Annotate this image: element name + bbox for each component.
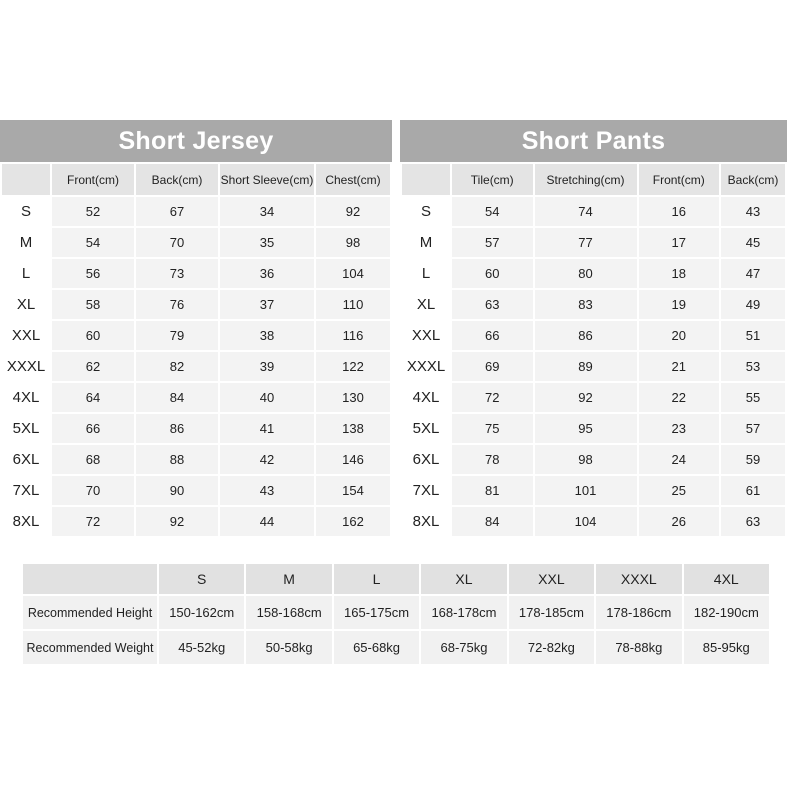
column-header: XL — [421, 564, 506, 594]
table-cell: 165-175cm — [334, 596, 419, 629]
table-row — [2, 352, 390, 381]
table-row — [402, 383, 785, 412]
table-cell: 158-168cm — [246, 596, 331, 629]
size-label: XXL — [402, 321, 450, 350]
table-cell: 73 — [136, 259, 218, 288]
table-cell: 62 — [52, 352, 134, 381]
table-row — [2, 259, 390, 288]
table-cell: 92 — [535, 383, 637, 412]
header-corner — [402, 164, 450, 195]
column-header: M — [246, 564, 331, 594]
table-cell: 36 — [220, 259, 314, 288]
table-cell: 64 — [52, 383, 134, 412]
table-cell: 85-95kg — [684, 631, 769, 664]
table-cell: 80 — [535, 259, 637, 288]
size-label: 4XL — [402, 383, 450, 412]
table-row — [402, 507, 785, 536]
table-cell: 182-190cm — [684, 596, 769, 629]
table-cell: 57 — [721, 414, 785, 443]
table-cell: 75 — [452, 414, 533, 443]
table-cell: 34 — [220, 197, 314, 226]
size-label: 6XL — [402, 445, 450, 474]
size-label: 7XL — [2, 476, 50, 505]
table-row — [2, 290, 390, 319]
table-cell: 52 — [52, 197, 134, 226]
table-cell: 60 — [452, 259, 533, 288]
table-row — [2, 414, 390, 443]
table-cell: 92 — [316, 197, 390, 226]
table-cell: 25 — [639, 476, 720, 505]
size-label: XXXL — [2, 352, 50, 381]
table-row — [2, 228, 390, 257]
table-cell: 21 — [639, 352, 720, 381]
column-header: Back(cm) — [136, 164, 218, 195]
table-cell: 178-185cm — [509, 596, 594, 629]
table-cell: 55 — [721, 383, 785, 412]
table-cell: 60 — [52, 321, 134, 350]
size-label: M — [2, 228, 50, 257]
short-jersey-panel — [0, 120, 392, 538]
column-header: 4XL — [684, 564, 769, 594]
table-cell: 178-186cm — [596, 596, 681, 629]
table-cell: 88 — [136, 445, 218, 474]
short-pants-table — [400, 162, 787, 538]
table-cell: 54 — [452, 197, 533, 226]
table-cell: 44 — [220, 507, 314, 536]
recommendation-panel — [21, 562, 771, 666]
size-label: XL — [2, 290, 50, 319]
table-cell: 78-88kg — [596, 631, 681, 664]
table-cell: 38 — [220, 321, 314, 350]
size-label: XXXL — [402, 352, 450, 381]
table-cell: 43 — [220, 476, 314, 505]
table-cell: 79 — [136, 321, 218, 350]
table-row — [2, 197, 390, 226]
table-cell: 58 — [52, 290, 134, 319]
column-header: Tile(cm) — [452, 164, 533, 195]
table-cell: 110 — [316, 290, 390, 319]
table-cell: 90 — [136, 476, 218, 505]
table-cell: 70 — [136, 228, 218, 257]
column-header: Front(cm) — [639, 164, 720, 195]
table-cell: 74 — [535, 197, 637, 226]
table-row — [2, 476, 390, 505]
size-label: 7XL — [402, 476, 450, 505]
table-row — [2, 383, 390, 412]
table-cell: 98 — [535, 445, 637, 474]
table-cell: 51 — [721, 321, 785, 350]
size-label: 8XL — [402, 507, 450, 536]
table-cell: 39 — [220, 352, 314, 381]
table-cell: 70 — [52, 476, 134, 505]
size-label: XL — [402, 290, 450, 319]
table-row — [402, 352, 785, 381]
table-cell: 67 — [136, 197, 218, 226]
size-label: 6XL — [2, 445, 50, 474]
table-cell: 81 — [452, 476, 533, 505]
table-cell: 37 — [220, 290, 314, 319]
size-label: M — [402, 228, 450, 257]
table-cell: 78 — [452, 445, 533, 474]
size-label: 5XL — [2, 414, 50, 443]
table-cell: 101 — [535, 476, 637, 505]
table-cell: 66 — [52, 414, 134, 443]
table-cell: 122 — [316, 352, 390, 381]
size-label: S — [2, 197, 50, 226]
table-cell: 16 — [639, 197, 720, 226]
column-header: XXL — [509, 564, 594, 594]
table-cell: 54 — [52, 228, 134, 257]
table-cell: 45 — [721, 228, 785, 257]
size-label: S — [402, 197, 450, 226]
row-label: Recommended Weight — [23, 631, 157, 664]
table-cell: 40 — [220, 383, 314, 412]
table-cell: 95 — [535, 414, 637, 443]
size-label: 8XL — [2, 507, 50, 536]
table-cell: 162 — [316, 507, 390, 536]
header-row — [2, 164, 390, 195]
table-cell: 86 — [136, 414, 218, 443]
table-row — [402, 228, 785, 257]
table-cell: 146 — [316, 445, 390, 474]
table-cell: 24 — [639, 445, 720, 474]
column-header: XXXL — [596, 564, 681, 594]
table-cell: 104 — [316, 259, 390, 288]
table-row — [402, 321, 785, 350]
size-label: XXL — [2, 321, 50, 350]
table-cell: 89 — [535, 352, 637, 381]
table-cell: 83 — [535, 290, 637, 319]
table-row — [2, 507, 390, 536]
column-header: L — [334, 564, 419, 594]
table-cell: 86 — [535, 321, 637, 350]
table-cell: 43 — [721, 197, 785, 226]
header-corner — [2, 164, 50, 195]
short-pants-title: Short Pants — [400, 120, 787, 162]
table-cell: 56 — [52, 259, 134, 288]
header-row — [23, 564, 769, 594]
column-header: Back(cm) — [721, 164, 785, 195]
table-cell: 68-75kg — [421, 631, 506, 664]
table-cell: 50-58kg — [246, 631, 331, 664]
table-cell: 154 — [316, 476, 390, 505]
table-cell: 41 — [220, 414, 314, 443]
table-row — [402, 445, 785, 474]
table-row — [2, 445, 390, 474]
table-cell: 104 — [535, 507, 637, 536]
table-cell: 17 — [639, 228, 720, 257]
table-cell: 47 — [721, 259, 785, 288]
size-label: L — [402, 259, 450, 288]
header-row — [402, 164, 785, 195]
table-row — [402, 476, 785, 505]
table-cell: 150-162cm — [159, 596, 244, 629]
table-cell: 57 — [452, 228, 533, 257]
table-cell: 49 — [721, 290, 785, 319]
table-cell: 18 — [639, 259, 720, 288]
table-cell: 20 — [639, 321, 720, 350]
short-jersey-title: Short Jersey — [0, 120, 392, 162]
size-label: 5XL — [402, 414, 450, 443]
table-cell: 66 — [452, 321, 533, 350]
table-cell: 59 — [721, 445, 785, 474]
table-row — [402, 290, 785, 319]
table-cell: 22 — [639, 383, 720, 412]
table-cell: 68 — [52, 445, 134, 474]
table-cell: 84 — [452, 507, 533, 536]
column-header: Front(cm) — [52, 164, 134, 195]
table-cell: 61 — [721, 476, 785, 505]
table-row — [402, 259, 785, 288]
table-cell: 65-68kg — [334, 631, 419, 664]
size-label: 4XL — [2, 383, 50, 412]
table-row — [2, 321, 390, 350]
table-cell: 72 — [452, 383, 533, 412]
short-pants-panel — [400, 120, 787, 538]
table-cell: 45-52kg — [159, 631, 244, 664]
table-row — [402, 414, 785, 443]
table-cell: 53 — [721, 352, 785, 381]
table-cell: 92 — [136, 507, 218, 536]
table-cell: 168-178cm — [421, 596, 506, 629]
table-cell: 69 — [452, 352, 533, 381]
table-cell: 98 — [316, 228, 390, 257]
table-cell: 63 — [721, 507, 785, 536]
column-header: S — [159, 564, 244, 594]
table-cell: 77 — [535, 228, 637, 257]
column-header: Stretching(cm) — [535, 164, 637, 195]
table-cell: 23 — [639, 414, 720, 443]
recommendation-table — [21, 562, 771, 666]
table-cell: 138 — [316, 414, 390, 443]
header-corner — [23, 564, 157, 594]
table-row — [23, 631, 769, 664]
size-label: L — [2, 259, 50, 288]
table-cell: 76 — [136, 290, 218, 319]
table-cell: 130 — [316, 383, 390, 412]
table-cell: 42 — [220, 445, 314, 474]
row-label: Recommended Height — [23, 596, 157, 629]
table-cell: 72-82kg — [509, 631, 594, 664]
table-cell: 82 — [136, 352, 218, 381]
table-row — [23, 596, 769, 629]
short-jersey-table — [0, 162, 392, 538]
table-cell: 35 — [220, 228, 314, 257]
table-cell: 26 — [639, 507, 720, 536]
table-cell: 72 — [52, 507, 134, 536]
table-cell: 116 — [316, 321, 390, 350]
column-header: Chest(cm) — [316, 164, 390, 195]
table-row — [402, 197, 785, 226]
column-header: Short Sleeve(cm) — [220, 164, 314, 195]
table-cell: 84 — [136, 383, 218, 412]
table-cell: 63 — [452, 290, 533, 319]
table-cell: 19 — [639, 290, 720, 319]
